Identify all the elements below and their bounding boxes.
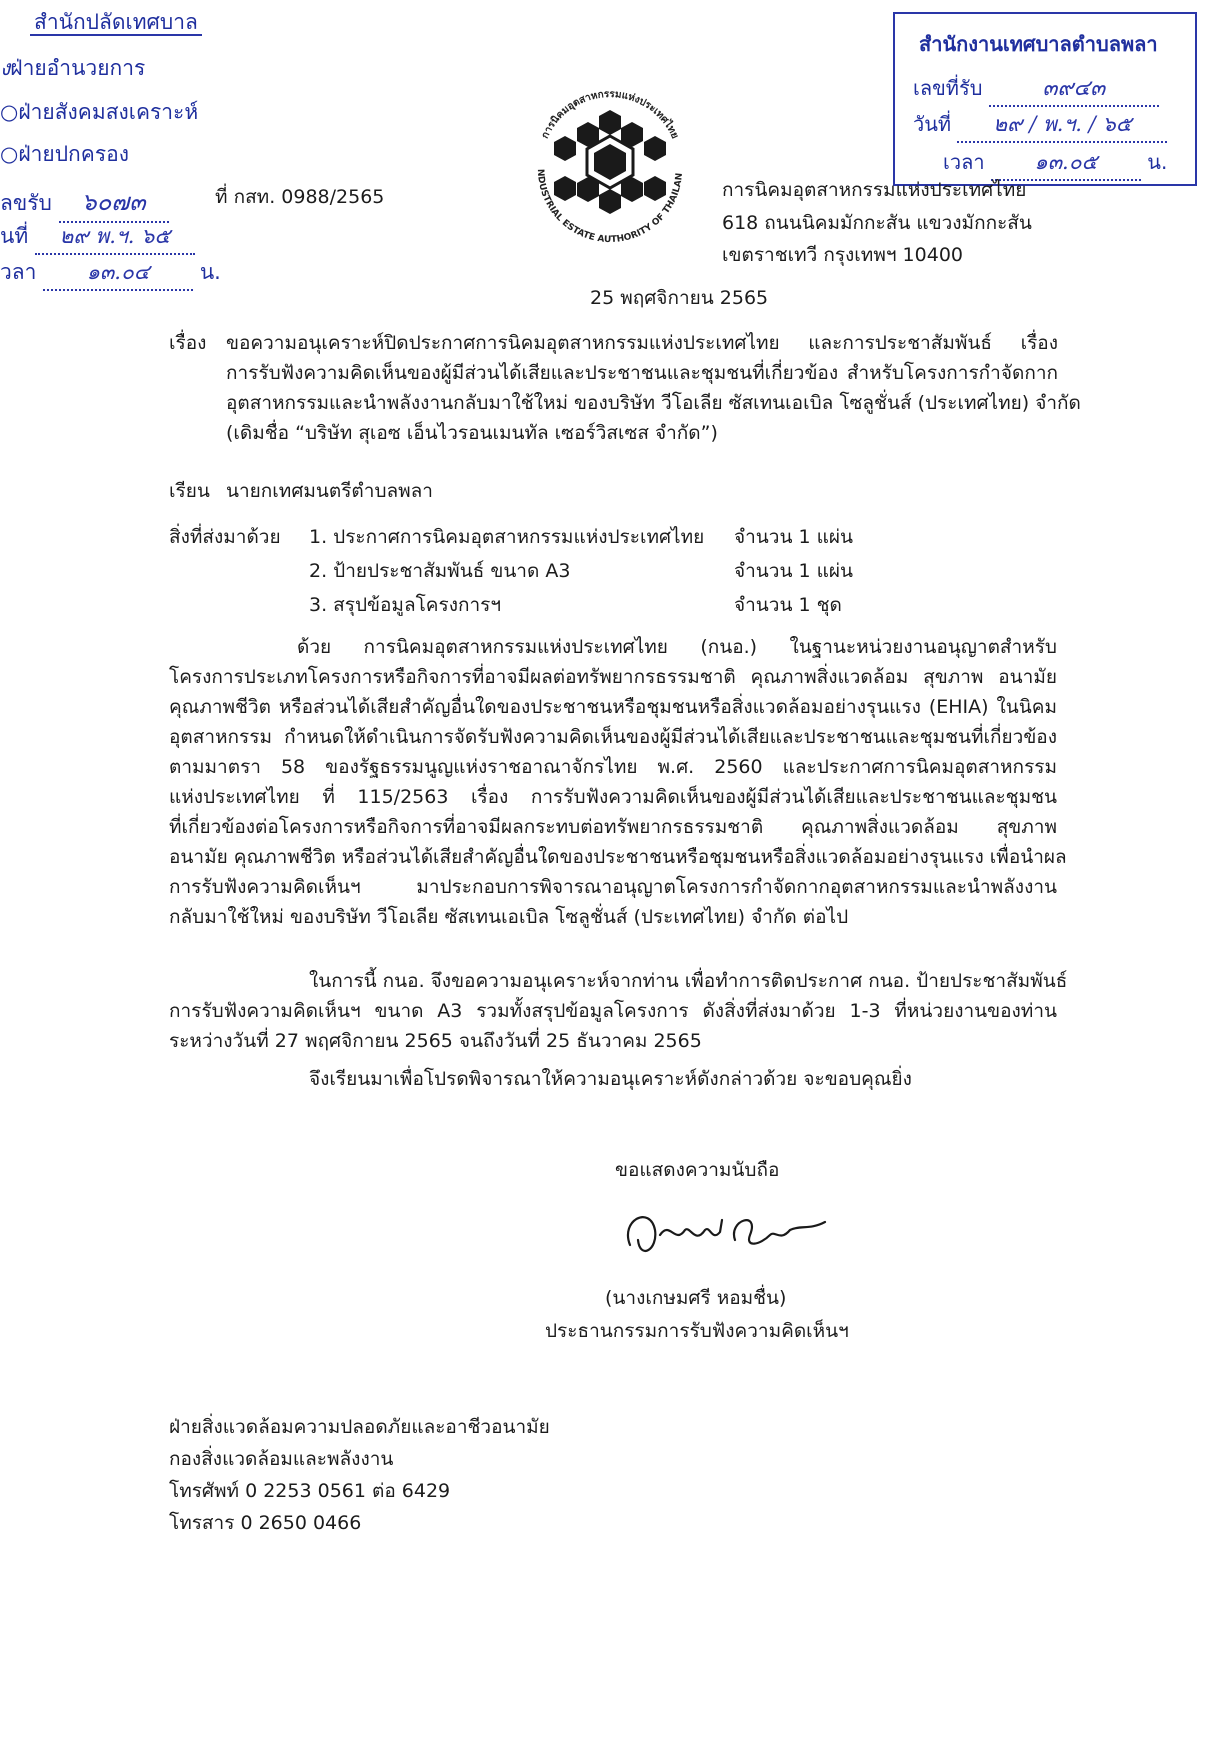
receipt-stamp [893,12,1197,186]
sender-address-2: เขตราชเทวี กรุงเทพฯ 10400 [722,244,963,266]
routing-recv-no: ลขรับ ๖๐๗๓ [0,182,169,223]
footer-phone: โทรศัพท์ 0 2253 0561 ต่อ 6429 [169,1480,451,1502]
footer-division: กองสิ่งแวดล้อมและพลังงาน [169,1448,394,1470]
body-line: อนามัย คุณภาพชีวิต หรือส่วนได้เสียสำคัญอื่นใดของประชาชนหรือชุมชนหรือสิ่งแวดล้อมอย่างรุนแรง เพื่อนำผล [169,846,1067,868]
body-line: แห่งประเทศไทย ที่ 115/2563 เรื่อง การรับฟังความคิดเห็นของผู้มีส่วนได้เสียและประชาชนและชุมชน [169,786,1057,808]
circle-icon: ○ [0,142,19,166]
enclosure-qty: จำนวน 1 แผ่น [734,526,853,548]
enclosure-qty: จำนวน 1 แผ่น [734,560,853,582]
body-line: ระหว่างวันที่ 27 พฤศจิกายน 2565 จนถึงวันที่ 25 ธันวาคม 2565 [169,1030,702,1052]
receipt-time: เวลา ๑๓.๐๕ น. [943,146,1167,181]
checkmark-icon: ง [0,56,11,80]
subject-line: ขอความอนุเคราะห์ปิดประกาศการนิคมอุตสาหกรรมแห่งประเทศไทย และการประชาสัมพันธ์ เรื่อง [226,332,1058,354]
signature-icon [610,1200,830,1270]
logo-ring-text-bottom: NDUSTRIAL ESTATE AUTHORITY OF THAILAN [534,168,686,246]
logo-ring-text-top: การนิคมอุตสาหกรรมแห่งประเทศไทย [539,88,681,141]
signatory-title: ประธานกรรมการรับฟังความคิดเห็นฯ [545,1320,849,1342]
enclosure-item: 1. ประกาศการนิคมอุตสาหกรรมแห่งประเทศไทย [309,526,705,548]
enclosure-label: สิ่งที่ส่งมาด้วย [169,526,281,548]
body-line: กลับมาใช้ใหม่ ของบริษัท วีโอเลีย ซัสเทนเอเบิล โซลูชั่นส์ (ประเทศไทย) จำกัด ต่อไป [169,906,849,928]
body-line: ด้วย การนิคมอุตสาหกรรมแห่งประเทศไทย (กนอ.) ในฐานะหน่วยงานอนุญาตสำหรับ [297,636,1057,658]
routing-office: สำนักปลัดเทศบาล [30,6,202,39]
body-paragraph-2 [169,966,1068,1056]
routing-time: วลา ๑๓.๐๔ น. [0,256,221,291]
receipt-date: วันที่ ๒๙ / พ.ฯ. / ๖๕ [913,108,1167,143]
routing-dept-2: ○ฝ่ายสังคมสงเคราะห์ [0,100,199,124]
to-label: เรียน [169,480,210,502]
receipt-title: สำนักงานเทศบาลตำบลพลา [919,32,1158,56]
footer-department: ฝ่ายสิ่งแวดล้อมความปลอดภัยและอาชีวอนามัย [169,1416,550,1438]
to-value: นายกเทศมนตรีตำบลพลา [226,480,433,502]
body-line: การรับฟังความคิดเห็นฯ มาประกอบการพิจารณาอนุญาตโครงการกำจัดกากอุตสาหกรรมและนำพลังงาน [169,876,1057,898]
footer-fax: โทรสาร 0 2650 0466 [169,1512,362,1534]
subject-line: อุตสาหกรรมและนำพลังงานกลับมาใช้ใหม่ ของบริษัท วีโอเลีย ซัสเทนเอเบิล โซลูชั่นส์ (ประเทศไทย) จำกัด [226,392,1081,414]
letter-date: 25 พฤศจิกายน 2565 [590,287,769,309]
body-line: ในการนี้ กนอ. จึงขอความอนุเคราะห์จากท่าน เพื่อทำการติดประกาศ กนอ. ป้ายประชาสัมพันธ์ [309,970,1068,992]
body-line: โครงการประเภทโครงการหรือกิจการที่อาจมีผลต่อทรัพยากรธรรมชาติ คุณภาพสิ่งแวดล้อม สุขภาพ อนามัย [169,666,1057,688]
enclosure-item: 3. สรุปข้อมูลโครงการฯ [309,594,502,616]
signature [610,1200,830,1270]
body-line: อุตสาหกรรม กำหนดให้ดำเนินการจัดรับฟังความคิดเห็นของผู้มีส่วนได้เสียและประชาชนและชุมชนที่เกี่ยวข้อง [169,726,1057,748]
sender-organization: การนิคมอุตสาหกรรมแห่งประเทศไทย [722,179,1027,201]
routing-date: นที่ ๒๙ พ.ฯ. ๖๕ [0,220,195,255]
body-line: ที่เกี่ยวข้องต่อโครงการหรือกิจการที่อาจมีผลกระทบต่อทรัพยากรธรรมชาติ คุณภาพสิ่งแวดล้อม สุขภาพ [169,816,1057,838]
subject-line: การรับฟังความคิดเห็นของผู้มีส่วนได้เสียและประชาชนและชุมชนที่เกี่ยวข้อง สำหรับโครงการกำจัดกาก [226,362,1058,384]
body-line: คุณภาพชีวิต หรือส่วนได้เสียสำคัญอื่นใดของประชาชนหรือชุมชนหรือสิ่งแวดล้อมอย่างรุนแรง (EHIA) ในนิคม [169,696,1057,718]
body-line: ตามมาตรา 58 ของรัฐธรรมนูญแห่งราชอาณาจักรไทย พ.ศ. 2560 และประกาศการนิคมอุตสาหกรรม [169,756,1057,778]
circle-icon: ○ [0,100,19,124]
reference-number: ที่ กสท. 0988/2565 [215,186,385,208]
signatory-name: (นางเกษมศรี หอมชื่น) [605,1287,787,1309]
body-paragraph-1 [169,632,1067,932]
subject-label: เรื่อง [169,332,207,354]
routing-dept-3: ○ฝ่ายปกครอง [0,142,129,166]
body-line: การรับฟังความคิดเห็นฯ ขนาด A3 รวมทั้งสรุปข้อมูลโครงการ ดังสิ่งที่ส่งมาด้วย 1-3 ที่หน่วยงานของท่าน [169,1000,1057,1022]
subject-line: (เดิมชื่อ “บริษัท สุเอซ เอ็นไวรอนเมนทัล เซอร์วิสเซส จำกัด”) [226,422,718,444]
routing-dept-1: งฝ่ายอำนวยการ [0,56,146,80]
sender-address-1: 618 ถนนนิคมมักกะสัน แขวงมักกะสัน [722,212,1032,234]
enclosure-qty: จำนวน 1 ชุด [734,594,842,616]
ieat-logo [520,70,700,250]
enclosure-item: 2. ป้ายประชาสัมพันธ์ ขนาด A3 [309,560,571,582]
receipt-recv-no: เลขที่รับ ๓๙๔๓ [913,70,1159,107]
routing-stamp [0,0,260,290]
ieat-logo-icon [520,70,700,250]
subject-block [226,328,1081,448]
closing: ขอแสดงความนับถือ [615,1159,780,1181]
body-paragraph-3: จึงเรียนมาเพื่อโปรดพิจารณาให้ความอนุเคราะห์ดังกล่าวด้วย จะขอบคุณยิ่ง [309,1068,912,1090]
